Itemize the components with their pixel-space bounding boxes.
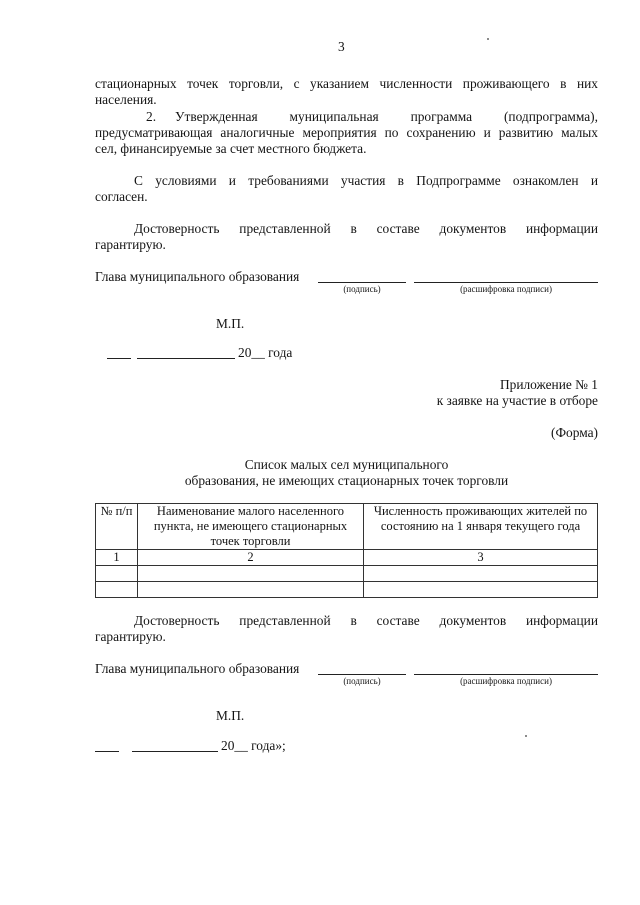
item-2-line: Утвержденная муниципальная программа (подпрограмма), (175, 109, 598, 124)
table-cell (96, 566, 138, 582)
table-header-row (96, 504, 598, 550)
table-cell (364, 582, 598, 598)
reliability-line: Достоверность представленной в составе документов информации (134, 613, 598, 628)
table-cell (96, 582, 138, 598)
column-number: 2 (138, 550, 364, 566)
signature-line (318, 268, 406, 283)
decoding-caption: (расшифровка подписи) (460, 676, 552, 686)
table-row (96, 582, 598, 598)
item-2-number: 2. (146, 109, 157, 124)
signature-caption: (подпись) (343, 284, 381, 294)
paragraph-continued-end: населения. (95, 92, 157, 107)
date-year-label: 20__ года»; (221, 738, 286, 753)
item-2-line: предусматривающая аналогичные мероприятия по сохранению и развитию малых (95, 125, 598, 140)
header-number: № п/п (96, 504, 138, 550)
date-day-line (107, 344, 131, 359)
date-day-line (95, 737, 119, 752)
scan-speck (525, 735, 527, 737)
item-2-line: сел, финансируемые за счет местного бюджета. (95, 141, 367, 156)
list-title: образования, не имеющих стационарных точек торговли (184, 473, 509, 488)
table-cell (364, 566, 598, 582)
table-column-numbers-row (96, 550, 598, 566)
signature-label: Глава муниципального образования (95, 269, 300, 284)
column-number: 3 (364, 550, 598, 566)
date-month-line (132, 737, 218, 752)
list-title: Список малых сел муниципального (244, 457, 449, 472)
header-population: Численность проживающих жителей по состоянию на 1 января текущего года (364, 504, 598, 550)
date-year-label: 20__ года (238, 345, 293, 360)
decoding-caption: (расшифровка подписи) (460, 284, 552, 294)
reliability-line: Достоверность представленной в составе документов информации (134, 221, 598, 236)
table-cell (138, 582, 364, 598)
appendix-subtitle: к заявке на участие в отборе (436, 393, 598, 408)
appendix-title: Приложение № 1 (499, 377, 598, 392)
paragraph-continued-line: стационарных точек торговли, с указанием численности проживающего в них (95, 76, 598, 91)
decoding-line (414, 268, 598, 283)
page-number: 3 (338, 39, 345, 54)
stamp-label: М.П. (216, 316, 245, 331)
reliability-line: гарантирую. (95, 629, 166, 644)
scan-speck (487, 38, 489, 40)
consent-line: С условиями и требованиями участия в Подпрограмме ознакомлен и (134, 173, 598, 188)
form-label: (Форма) (550, 425, 598, 440)
stamp-label: М.П. (216, 708, 245, 723)
consent-line: согласен. (95, 189, 148, 204)
date-month-line (137, 344, 235, 359)
column-number: 1 (96, 550, 138, 566)
reliability-line: гарантирую. (95, 237, 166, 252)
table-row (96, 566, 598, 582)
decoding-line (414, 660, 598, 675)
villages-table (95, 503, 598, 598)
signature-label: Глава муниципального образования (95, 661, 300, 676)
header-village-name: Наименование малого населенного пункта, не имеющего стационарных точек торговли (138, 504, 364, 550)
table-cell (138, 566, 364, 582)
signature-line (318, 660, 406, 675)
signature-caption: (подпись) (343, 676, 381, 686)
